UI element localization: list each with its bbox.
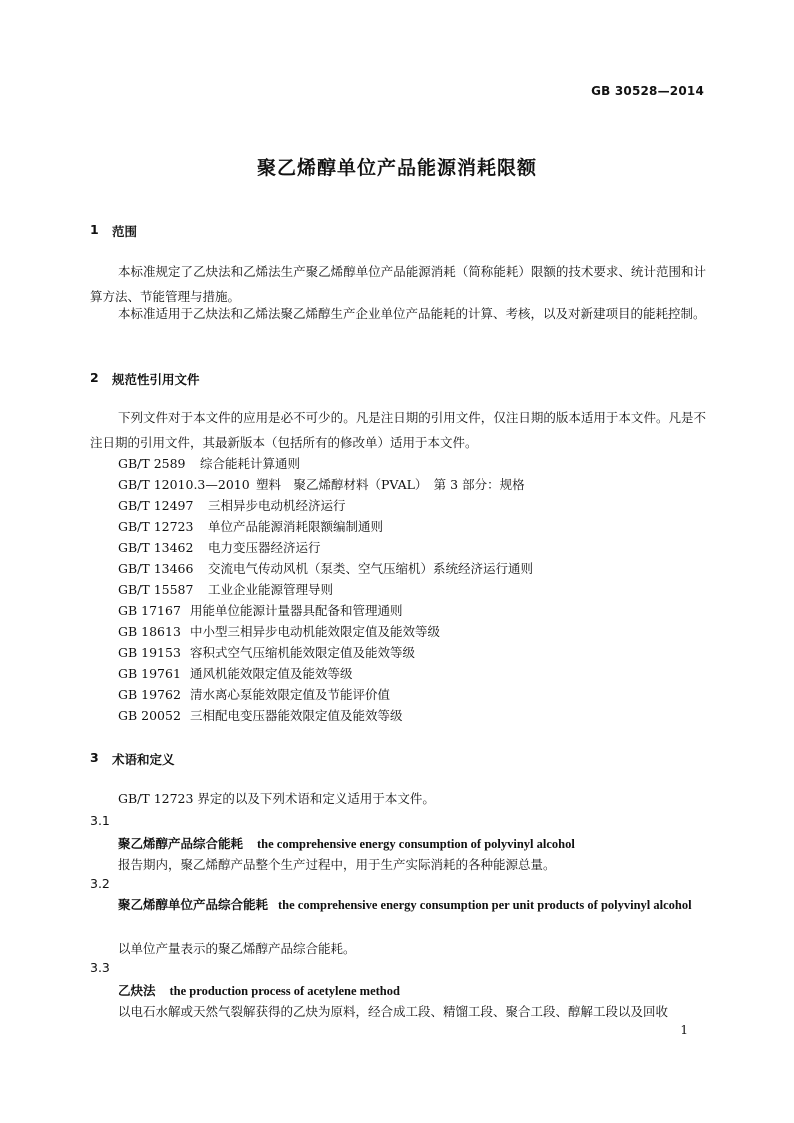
term-chinese: 聚乙烯醇单位产品综合能耗 <box>118 897 269 912</box>
reference-name: 电力变压器经济运行 <box>208 540 321 555</box>
term-chinese: 聚乙烯醇产品综合能耗 <box>118 836 244 851</box>
standard-number: GB 30528—2014 <box>591 84 704 98</box>
reference-name: 用能单位能源计量器具配备和管理通则 <box>190 603 403 618</box>
reference-code: GB 19761 <box>118 666 181 681</box>
reference-item <box>118 559 533 577</box>
reference-name: 交流电气传动风机（泵类、空气压缩机）系统经济运行通则 <box>208 561 534 576</box>
reference-item <box>118 538 321 556</box>
reference-code: GB 19762 <box>118 687 181 702</box>
section-title: 术语和定义 <box>112 752 175 767</box>
reference-name: 清水离心泵能效限定值及节能评价值 <box>190 687 391 702</box>
paragraph: 本标准规定了乙炔法和乙烯法生产聚乙烯醇单位产品能源消耗（简称能耗）限额的技术要求、统计范围和计算方法、节能管理与措施。 <box>90 264 706 304</box>
paragraph: 本标准适用于乙炔法和乙烯法聚乙烯醇生产企业单位产品能耗的计算、考核，以及对新建项目的能耗控制。 <box>118 306 706 321</box>
paragraph: 下列文件对于本文件的应用是必不可少的。凡是注日期的引用文件，仅注日期的版本适用于本文件。凡是不注日期的引用文件，其最新版本（包括所有的修改单）适用于本文件。 <box>90 410 706 450</box>
reference-item <box>118 454 300 472</box>
reference-name: 三相异步电动机经济运行 <box>208 498 346 513</box>
reference-item <box>118 517 383 535</box>
term-heading <box>118 981 400 999</box>
section-title: 规范性引用文件 <box>112 372 200 387</box>
reference-code: GB 20052 <box>118 708 181 723</box>
term-heading <box>118 834 575 852</box>
term-english: the production process of acetylene method <box>169 984 400 998</box>
reference-item <box>118 496 346 514</box>
section-number: 2 <box>90 370 99 385</box>
reference-code: GB 19153 <box>118 645 181 660</box>
section-number: 3 <box>90 750 99 765</box>
reference-item <box>118 643 415 661</box>
reference-name: 通风机能效限定值及能效等级 <box>190 666 353 681</box>
document-title: 聚乙烯醇单位产品能源消耗限额 <box>256 157 537 179</box>
reference-name: 综合能耗计算通则 <box>200 456 301 471</box>
section-intro: GB/T 12723 界定的以及下列术语和定义适用于本文件。 <box>118 791 435 806</box>
reference-item <box>118 475 525 493</box>
reference-code: GB/T 15587 <box>118 582 194 597</box>
reference-item <box>118 685 390 703</box>
reference-item <box>118 601 403 619</box>
term-chinese: 乙炔法 <box>118 983 156 998</box>
reference-code: GB 18613 <box>118 624 181 639</box>
reference-item <box>118 622 440 640</box>
reference-code: GB/T 13462 <box>118 540 194 555</box>
term-definition: 以电石水解或天然气裂解获得的乙炔为原料，经合成工段、精馏工段、聚合工段、醇解工段以及回收 <box>118 1004 669 1019</box>
reference-name: 三相配电变压器能效限定值及能效等级 <box>190 708 403 723</box>
term-number: 3.2 <box>90 876 110 891</box>
reference-code: GB/T 12010.3—2010 <box>118 477 250 492</box>
page-number: 1 <box>680 1023 688 1037</box>
reference-code: GB/T 2589 <box>118 456 186 471</box>
section-title: 范围 <box>112 224 138 239</box>
reference-name: 塑料 聚乙烯醇材料（PVAL） 第 3 部分：规格 <box>256 477 525 492</box>
reference-item <box>118 580 333 598</box>
reference-code: GB/T 12723 <box>118 519 194 534</box>
section-number: 1 <box>90 222 99 237</box>
reference-name: 容积式空气压缩机能效限定值及能效等级 <box>190 645 416 660</box>
reference-code: GB/T 12497 <box>118 498 194 513</box>
term-heading <box>90 894 706 916</box>
term-definition: 报告期内，聚乙烯醇产品整个生产过程中，用于生产实际消耗的各种能源总量。 <box>118 857 556 872</box>
reference-code: GB 17167 <box>118 603 181 618</box>
reference-name: 工业企业能源管理导则 <box>208 582 334 597</box>
reference-item <box>118 706 403 724</box>
term-english: the comprehensive energy consumption per unit products of polyvinyl alcohol <box>278 898 692 912</box>
reference-name: 中小型三相异步电动机能效限定值及能效等级 <box>190 624 441 639</box>
reference-name: 单位产品能源消耗限额编制通则 <box>208 519 384 534</box>
term-number: 3.3 <box>90 960 110 975</box>
term-english: the comprehensive energy consumption of polyvinyl alcohol <box>257 837 575 851</box>
term-number: 3.1 <box>90 813 110 828</box>
reference-code: GB/T 13466 <box>118 561 194 576</box>
reference-item <box>118 664 353 682</box>
term-definition: 以单位产量表示的聚乙烯醇产品综合能耗。 <box>118 941 356 956</box>
